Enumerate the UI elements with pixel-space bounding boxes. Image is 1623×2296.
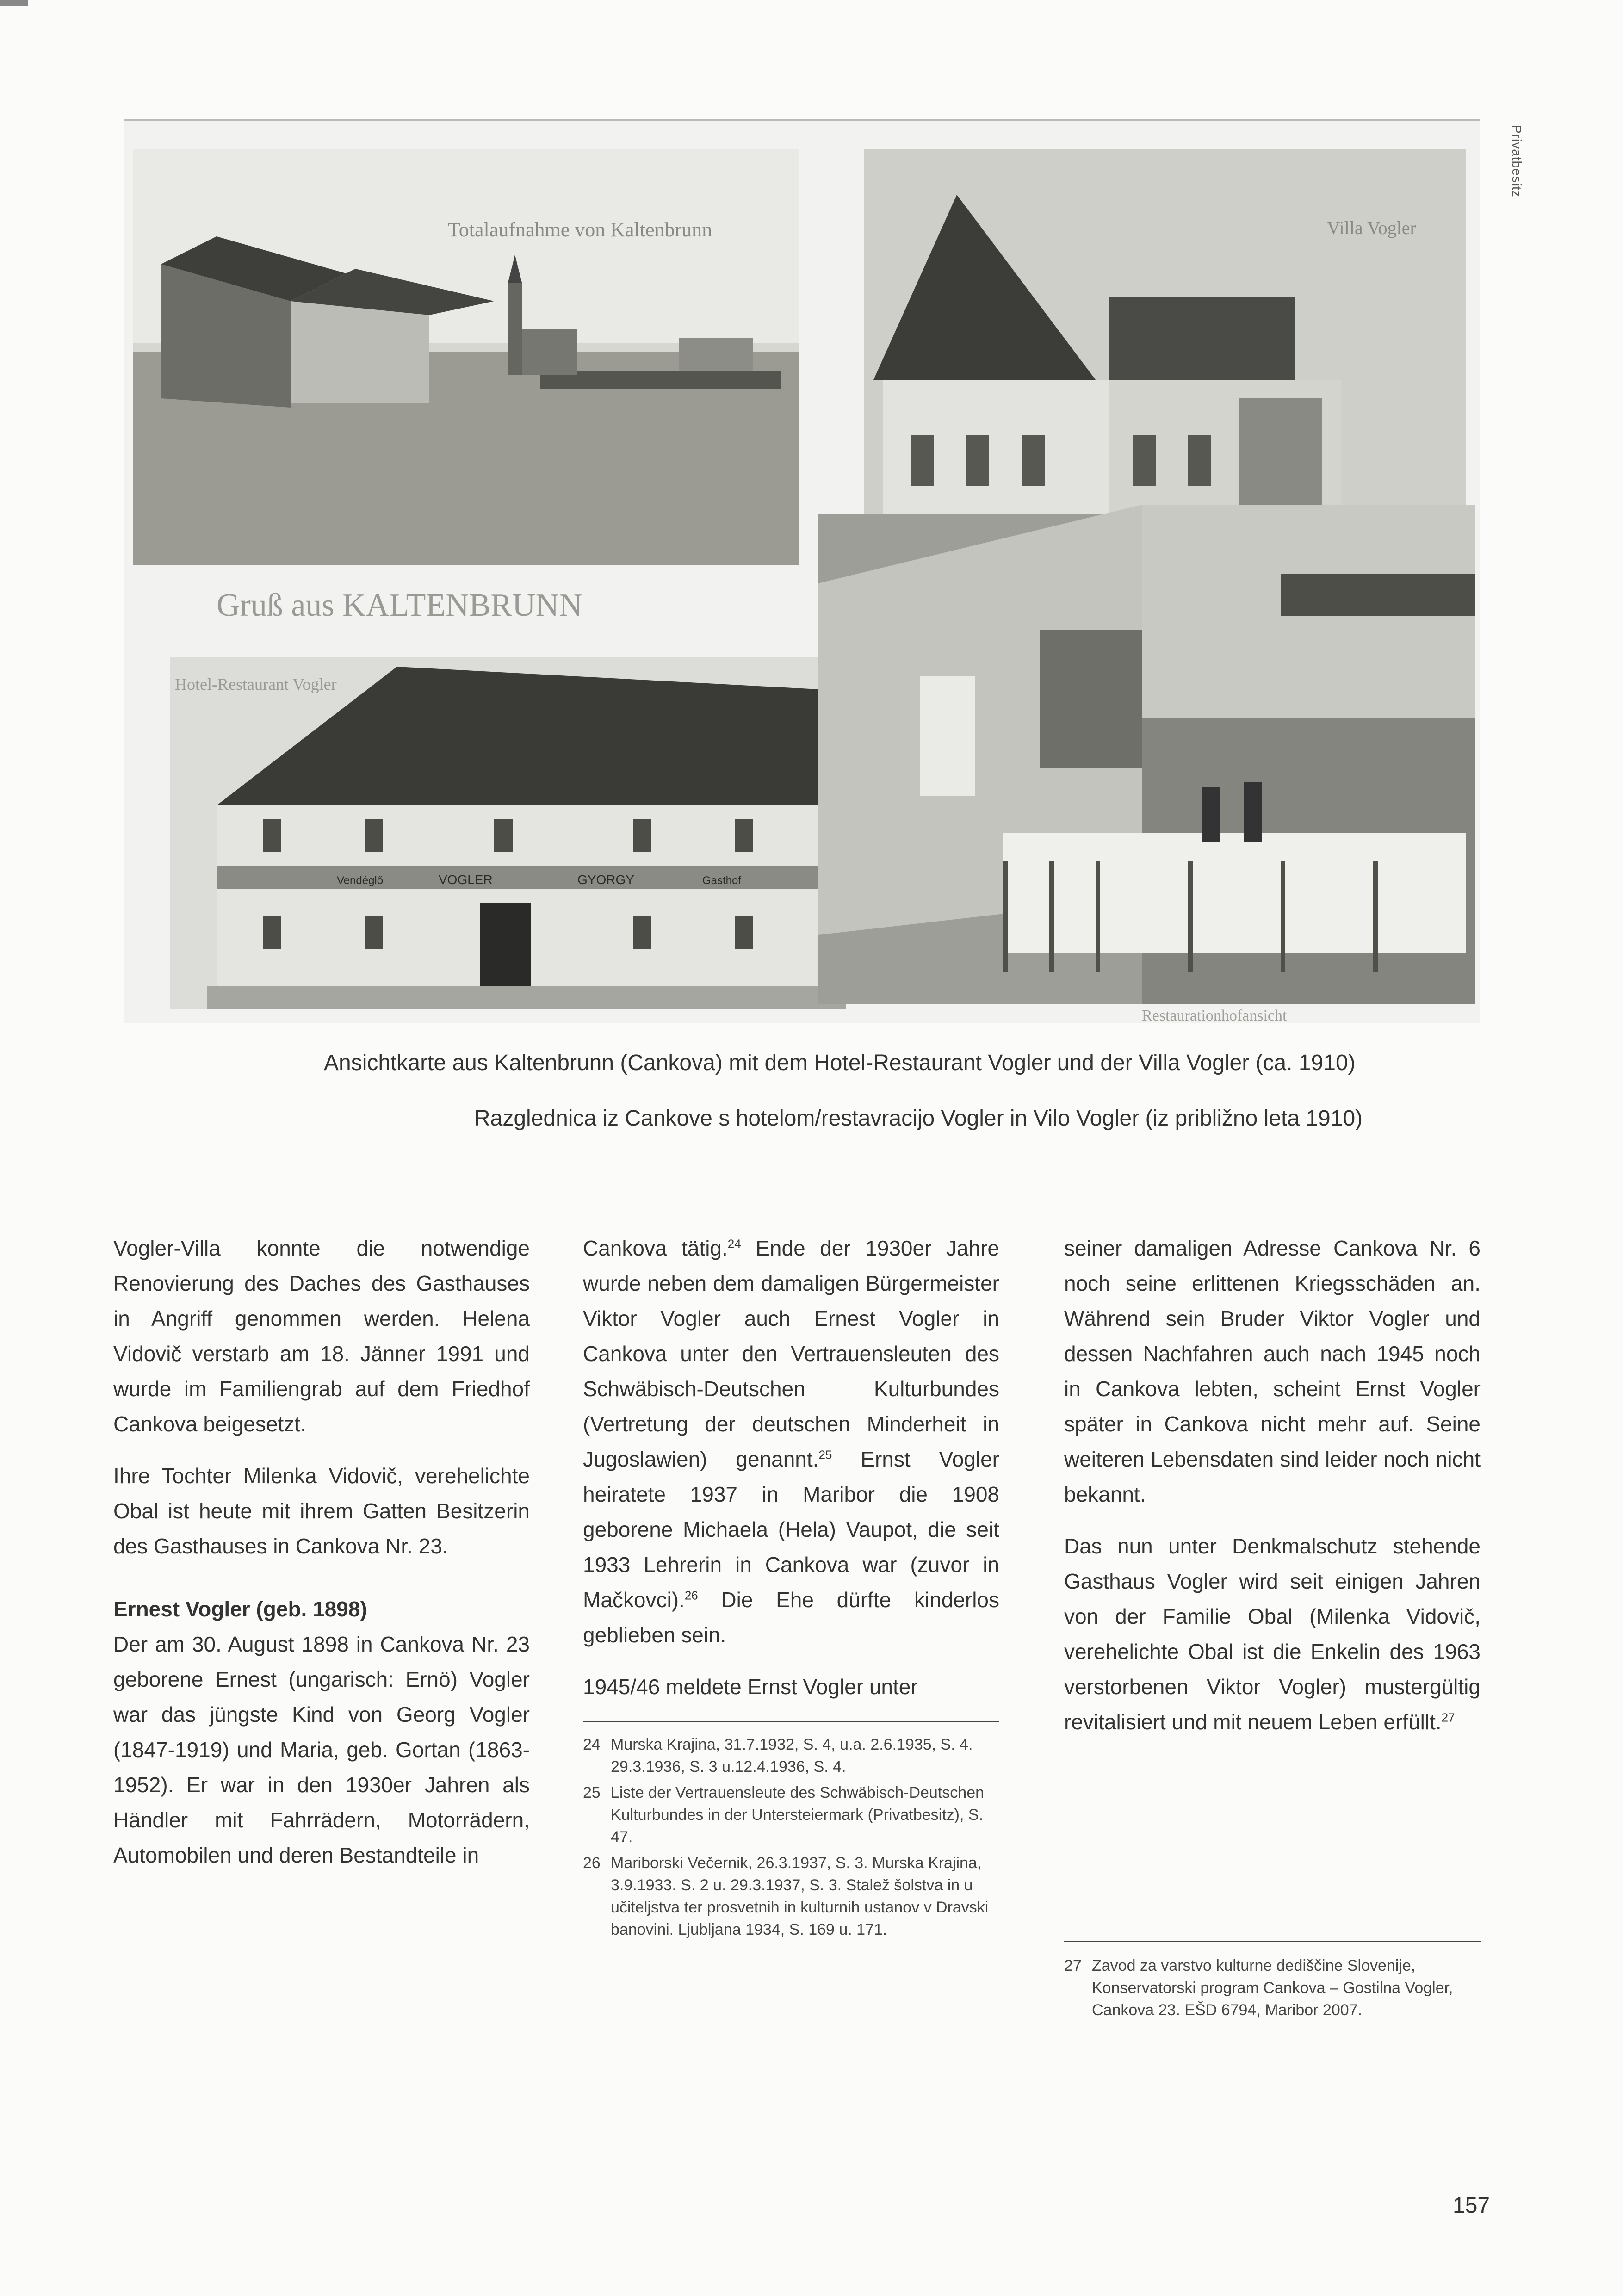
paragraph: Das nun unter Denkmalschutz stehende Gasthaus Vogler wird seit einigen Jahren von der Familie Obal (Milenka Vidovič, verehelichte Obal ist die Enkelin des 1963 verstorbenen Viktor Vogler) mustergültig revitalisiert und mit neuem Leben erfüllt.$^{27}$: [1064, 1534, 1481, 1734]
postcard-label-overview: Totalaufnahme von Kaltenbrunn: [448, 218, 712, 241]
postcard-label-hotel: Hotel-Restaurant Vogler: [175, 675, 337, 693]
footnote-ref: 27: [1441, 1710, 1455, 1725]
paragraph: 1945/46 meldete Ernst Vogler unter: [583, 1675, 918, 1699]
footnote: 25 Liste der Vertrauensleute des Schwäbisch-Deutschen Kulturbundes in der Untersteiermark (Privatbesitz), S. 47.: [583, 1784, 985, 1846]
footnotes: [1064, 1955, 1481, 2025]
panel-courtyard: [818, 505, 1475, 1004]
postcard-sign-vendeglo: Vendéglő: [337, 874, 384, 887]
footnote: 24 Murska Krajina, 31.7.1932, S. 4, u.a. 2.6.1935, S. 4. 29.3.1936, S. 3 u.12.4.1936, S. 4.: [583, 1736, 973, 1776]
footnote-rule: [1064, 1941, 1481, 1942]
footnote-rule: [583, 1721, 999, 1722]
caption-slovenian: Razglednica iz Cankove s hotelom/restavracijo Vogler in Vilo Vogler (iz približno leta 1910): [474, 1106, 1363, 1131]
caption-german: Ansichtkarte aus Kaltenbrunn (Cankova) mit dem Hotel-Restaurant Vogler und der Villa Vogler (ca. 1910): [324, 1051, 1356, 1075]
footnotes: [583, 1733, 999, 1941]
text-column-2: [583, 1231, 999, 1944]
text-column-3: [1064, 1231, 1481, 1756]
postcard-image: [124, 119, 1480, 1023]
corner-mark: [0, 0, 28, 6]
paragraph: Der am 30. August 1898 in Cankova Nr. 23 geborene Ernest (ungarisch: Ernö) Vogler war das jüngste Kind von Georg Vogler (1847-1919) und Maria, geb. Gortan (1863-1952). Er war in den 1930er Jahren als Händler mit Fahrrädern, Motorrädern, Automobilen und deren Bestandteile in: [113, 1632, 530, 1867]
postcard-label-courtyard: Restaurationhofansicht: [1142, 1007, 1287, 1023]
section-heading: Ernest Vogler (geb. 1898): [113, 1597, 367, 1621]
paragraph: Cankova tätig.$^{24}$ Ende der 1930er Jahre wurde neben dem damaligen Bürgermeister Viktor Vogler auch Ernest Vogler in Cankova unter den Vertrauensleuten des Schwäbisch-Deutschen Kulturbundes (Vertretung der deutschen Minderheit in Jugoslawien) genannt.$^{25}$ Ernst Vogler heiratete 1937 in Maribor die 1908 geborene Michaela (Hela) Vaupot, die seit 1933 Lehrerin in Cankova war (zuvor in Mačkovci).$^{26}$ Die Ehe dürfte kinderlos geblieben sein.: [583, 1236, 999, 1647]
footnote: 26 Mariborski Večernik, 26.3.1937, S. 3. Murska Krajina, 3.9.1933. S. 2 u. 29.3.1937, S. 3. Stalež šolstva in u učiteljstva ter prosvetnih in kulturnih ustanov v Dravski banovini. Ljubljana 1934, S. 169 u. 171.: [583, 1854, 989, 1938]
panel-hotel-restaurant: [170, 657, 846, 1009]
postcard-greeting: Gruß aus KALTENBRUNN: [217, 588, 582, 623]
footnote-ref: 24: [727, 1237, 741, 1251]
paragraph: Ihre Tochter Milenka Vidovič, verehelichte Obal ist heute mit ihrem Gatten Besitzerin des Gasthauses in Cankova Nr. 23.: [113, 1464, 530, 1558]
photo-credit: Privatbesitz: [1510, 125, 1524, 198]
postcard-label-villa: Villa Vogler: [1327, 217, 1416, 238]
page-number: 157: [1453, 2193, 1490, 2218]
postcard-sign-gyorgy: GYORGY: [577, 873, 634, 887]
paragraph: Vogler-Villa konnte die notwendige Renovierung des Daches des Gasthauses in Angriff genommen werden. Helena Vidovič verstarb am 18. Jänner 1991 und wurde im Familiengrab auf dem Friedhof Cankova beigesetzt.: [113, 1236, 530, 1436]
footnote-ref: 26: [684, 1588, 698, 1603]
postcard-sign-vogler: VOGLER: [439, 873, 493, 887]
postcard-sign-gasthof: Gasthof: [702, 874, 742, 887]
panel-village-view: [133, 149, 799, 565]
footnote: 27 Zavod za varstvo kulturne dediščine Slovenije, Konservatorski program Cankova – Gostilna Vogler, Cankova 23. EŠD 6794, Maribor 2007.: [1064, 1957, 1453, 2019]
text-column-1: [113, 1231, 530, 1889]
paragraph: seiner damaligen Adresse Cankova Nr. 6 noch seine erlittenen Kriegsschäden an. Während sein Bruder Viktor Vogler und dessen Nachfahren auch nach 1945 noch in Cankova lebten, scheint Ernst Vogler später in Cankova nicht mehr auf. Seine weiteren Lebensdaten sind leider noch nicht bekannt.: [1064, 1236, 1481, 1506]
footnote-ref: 25: [818, 1448, 832, 1462]
